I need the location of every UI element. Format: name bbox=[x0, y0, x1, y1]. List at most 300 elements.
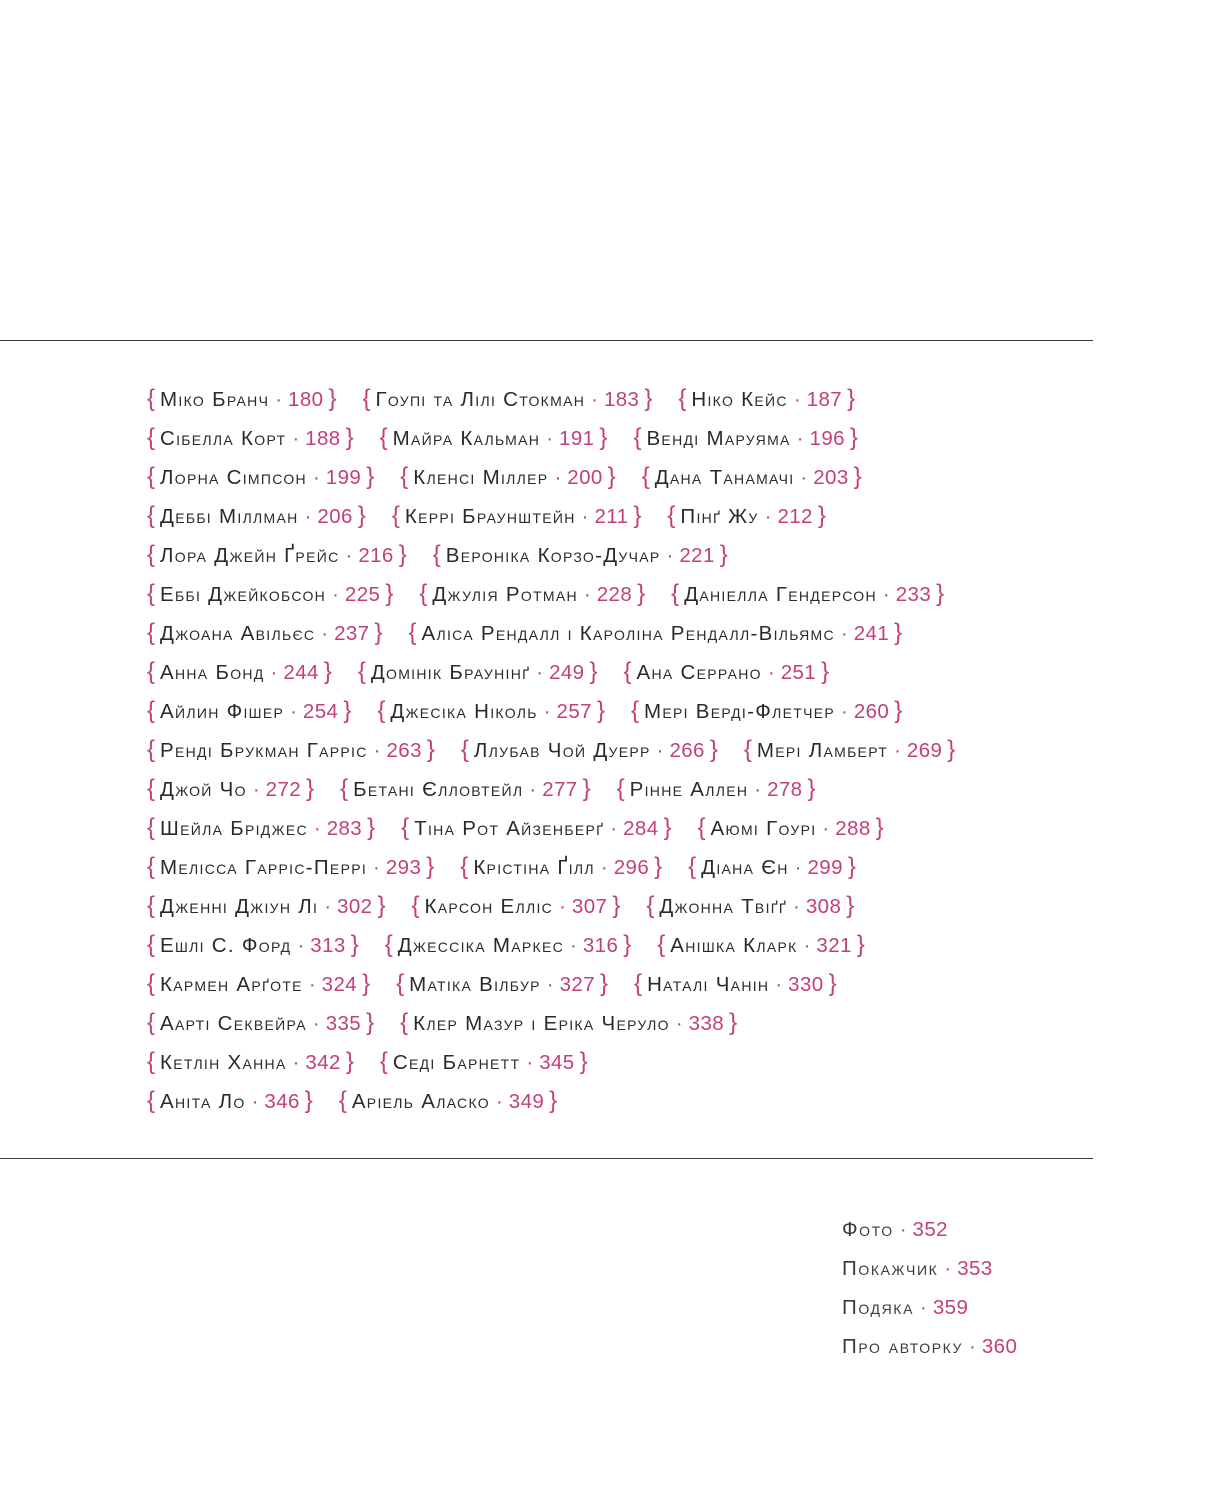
page-number: 188 bbox=[305, 426, 341, 450]
separator-dot: · bbox=[800, 465, 808, 489]
open-brace: { bbox=[400, 1008, 409, 1036]
close-brace: } bbox=[719, 540, 728, 568]
page-number: 225 bbox=[344, 582, 381, 606]
page-number: 272 bbox=[265, 777, 302, 801]
page-number: 254 bbox=[302, 699, 339, 723]
entry-name: Еббі Джейкобсон bbox=[160, 582, 327, 606]
separator-dot: · bbox=[764, 504, 772, 528]
separator-dot: · bbox=[297, 933, 305, 957]
toc-row bbox=[147, 964, 1102, 1003]
toc-entry[interactable] bbox=[147, 580, 393, 608]
close-brace: } bbox=[807, 774, 816, 802]
close-brace: } bbox=[654, 852, 663, 880]
entry-name: Венді Маруяма bbox=[646, 426, 791, 450]
entry-name: Лора Джейн Ґрейс bbox=[160, 543, 340, 567]
toc-entry[interactable] bbox=[460, 853, 662, 881]
toc-entry[interactable] bbox=[147, 697, 351, 725]
close-brace: } bbox=[582, 774, 591, 802]
separator-dot: · bbox=[600, 855, 608, 879]
open-brace: { bbox=[634, 969, 643, 997]
entry-name: Аніта Ло bbox=[160, 1089, 246, 1113]
toc-entry[interactable] bbox=[147, 892, 385, 920]
separator-dot: · bbox=[292, 426, 300, 450]
close-brace: } bbox=[579, 1047, 588, 1075]
toc-entry[interactable] bbox=[646, 892, 854, 920]
toc-entry[interactable] bbox=[392, 502, 642, 530]
separator-dot: · bbox=[373, 855, 380, 879]
open-brace: { bbox=[338, 1086, 347, 1114]
toc-entry[interactable] bbox=[411, 892, 620, 920]
open-brace: { bbox=[147, 657, 156, 685]
separator-dot: · bbox=[894, 738, 901, 762]
backmatter-name: Про авторку bbox=[842, 1334, 964, 1358]
close-brace: } bbox=[709, 735, 718, 763]
toc-entry[interactable] bbox=[744, 736, 955, 764]
toc-entry[interactable] bbox=[147, 814, 375, 842]
page-number: 183 bbox=[603, 387, 640, 411]
close-brace: } bbox=[398, 540, 407, 568]
open-brace: { bbox=[630, 696, 639, 724]
open-brace: { bbox=[391, 501, 400, 529]
toc-entry[interactable] bbox=[688, 853, 856, 881]
backmatter-item[interactable] bbox=[842, 1249, 1017, 1288]
separator-dot: · bbox=[675, 1011, 683, 1035]
separator-dot: · bbox=[332, 582, 339, 606]
page-number: 349 bbox=[508, 1089, 545, 1113]
backmatter-name: Подяка bbox=[842, 1295, 915, 1319]
open-brace: { bbox=[419, 579, 428, 607]
page-number: 233 bbox=[895, 582, 932, 606]
backmatter-name: Покажчик bbox=[842, 1256, 939, 1280]
open-brace: { bbox=[147, 540, 156, 568]
entry-name: Аарті Секвейра bbox=[160, 1011, 307, 1035]
open-brace: { bbox=[460, 852, 469, 880]
close-brace: } bbox=[894, 618, 903, 646]
close-brace: } bbox=[426, 852, 435, 880]
close-brace: } bbox=[306, 774, 315, 802]
close-brace: } bbox=[612, 891, 621, 919]
separator-dot: · bbox=[321, 621, 329, 645]
separator-dot: · bbox=[252, 777, 260, 801]
open-brace: { bbox=[362, 384, 371, 412]
separator-dot: · bbox=[324, 894, 332, 918]
separator-dot: · bbox=[529, 777, 537, 801]
page-number: 180 bbox=[288, 387, 324, 411]
toc-entry[interactable] bbox=[400, 463, 615, 491]
toc-entry[interactable] bbox=[147, 1087, 313, 1115]
entry-name: Ана Серрано bbox=[636, 660, 762, 684]
toc-entry[interactable] bbox=[380, 424, 608, 452]
close-brace: } bbox=[894, 696, 903, 724]
page-number: 283 bbox=[326, 816, 363, 840]
close-brace: } bbox=[846, 891, 855, 919]
separator-dot: · bbox=[583, 582, 591, 606]
toc-entry[interactable] bbox=[340, 775, 591, 803]
page-number: 200 bbox=[567, 465, 603, 489]
close-brace: } bbox=[357, 501, 366, 529]
separator-dot: · bbox=[656, 738, 664, 762]
close-brace: } bbox=[623, 930, 632, 958]
backmatter-item[interactable] bbox=[842, 1210, 1017, 1249]
toc-row bbox=[147, 535, 1102, 574]
page-number: 221 bbox=[679, 543, 715, 567]
close-brace: } bbox=[366, 1008, 375, 1036]
toc-entry[interactable] bbox=[147, 541, 407, 569]
toc-entry[interactable] bbox=[634, 970, 837, 998]
toc-entry[interactable] bbox=[657, 931, 865, 959]
separator-dot: · bbox=[754, 777, 762, 801]
page-number: 338 bbox=[688, 1011, 725, 1035]
close-brace: } bbox=[817, 501, 826, 529]
open-brace: { bbox=[688, 852, 697, 880]
page-number: 293 bbox=[385, 855, 422, 879]
entry-name: Тіна Рот Айзенберґ bbox=[414, 816, 605, 840]
open-brace: { bbox=[147, 774, 156, 802]
separator-dot: · bbox=[920, 1295, 927, 1319]
close-brace: } bbox=[596, 696, 605, 724]
close-brace: } bbox=[374, 618, 383, 646]
toc-entry[interactable] bbox=[339, 1087, 557, 1115]
open-brace: { bbox=[616, 774, 625, 802]
separator-dot: · bbox=[969, 1334, 976, 1358]
page-number: 299 bbox=[807, 855, 843, 879]
entry-name: Кетлін Ханна bbox=[160, 1050, 287, 1074]
separator-dot: · bbox=[536, 660, 544, 684]
entry-name: Ніко Кейс bbox=[691, 387, 788, 411]
entry-name: Даніелла Гендерсон bbox=[684, 582, 877, 606]
entry-name: Міко Бранч bbox=[160, 387, 270, 411]
toc-entry[interactable] bbox=[667, 502, 825, 530]
separator-dot: · bbox=[559, 894, 566, 918]
open-brace: { bbox=[340, 774, 349, 802]
open-brace: { bbox=[147, 735, 156, 763]
toc-entry[interactable] bbox=[385, 931, 632, 959]
page-number: 359 bbox=[932, 1295, 969, 1319]
entry-name: Кленсі Міллер bbox=[413, 465, 549, 489]
entry-name: Наталі Чанін bbox=[647, 972, 770, 996]
entry-name: Клер Мазур і Еріка Черуло bbox=[413, 1011, 670, 1035]
open-brace: { bbox=[147, 891, 156, 919]
close-brace: } bbox=[821, 657, 830, 685]
toc-entry[interactable] bbox=[147, 775, 314, 803]
toc-row bbox=[147, 379, 1102, 418]
entry-name: Керрі Браунштейн bbox=[404, 504, 576, 528]
entry-name: Джонна Твіґґ bbox=[659, 894, 788, 918]
page-number: 308 bbox=[805, 894, 842, 918]
toc-row bbox=[147, 808, 1102, 847]
page-number: 211 bbox=[594, 504, 629, 528]
toc-row bbox=[147, 769, 1102, 808]
entry-name: Шейла Бріджес bbox=[160, 816, 308, 840]
page-number: 249 bbox=[549, 660, 585, 684]
separator-dot: · bbox=[304, 504, 312, 528]
open-brace: { bbox=[657, 930, 666, 958]
open-brace: { bbox=[633, 423, 642, 451]
entry-name: Діана Єн bbox=[701, 855, 789, 879]
open-brace: { bbox=[396, 969, 405, 997]
page-number: 187 bbox=[806, 387, 843, 411]
separator-dot: · bbox=[373, 738, 381, 762]
separator-dot: · bbox=[312, 1011, 320, 1035]
separator-dot: · bbox=[313, 816, 321, 840]
toc-row bbox=[147, 496, 1102, 535]
entry-name: Вероніка Корзо-Дучар bbox=[445, 543, 661, 567]
close-brace: } bbox=[385, 579, 394, 607]
separator-dot: · bbox=[840, 621, 848, 645]
toc-row bbox=[147, 574, 1102, 613]
open-brace: { bbox=[671, 579, 680, 607]
top-divider bbox=[0, 340, 1093, 341]
page-number: 241 bbox=[853, 621, 890, 645]
toc-entry[interactable] bbox=[461, 736, 718, 764]
entry-name: Аліса Рендалл і Кароліна Рендалл-Вільямс bbox=[421, 621, 835, 645]
toc-entry[interactable] bbox=[408, 619, 902, 647]
separator-dot: · bbox=[292, 1050, 300, 1074]
page-number: 284 bbox=[623, 816, 659, 840]
page-number: 216 bbox=[358, 543, 394, 567]
close-brace: } bbox=[345, 1047, 354, 1075]
entry-name: Домінік Браунінґ bbox=[370, 660, 531, 684]
backmatter-list bbox=[842, 1210, 1017, 1366]
close-brace: } bbox=[599, 423, 608, 451]
toc-entry[interactable] bbox=[147, 1009, 374, 1037]
open-brace: { bbox=[641, 462, 650, 490]
entry-name: Джесіка Ніколь bbox=[390, 699, 538, 723]
separator-dot: · bbox=[591, 387, 598, 411]
toc-entry[interactable] bbox=[400, 1009, 737, 1037]
toc-entry[interactable] bbox=[147, 424, 354, 452]
open-brace: { bbox=[379, 423, 388, 451]
table-of-contents bbox=[147, 379, 1102, 1120]
open-brace: { bbox=[377, 696, 386, 724]
page-number: 313 bbox=[310, 933, 346, 957]
toc-entry[interactable] bbox=[617, 775, 816, 803]
entry-name: Сібелла Корт bbox=[160, 426, 287, 450]
bottom-divider bbox=[0, 1158, 1093, 1159]
page-number: 251 bbox=[780, 660, 817, 684]
separator-dot: · bbox=[270, 660, 278, 684]
open-brace: { bbox=[147, 423, 156, 451]
close-brace: } bbox=[828, 969, 837, 997]
toc-entry[interactable] bbox=[147, 736, 435, 764]
entry-name: Ллубав Чой Дуерр bbox=[473, 738, 651, 762]
close-brace: } bbox=[350, 930, 359, 958]
separator-dot: · bbox=[290, 699, 297, 723]
open-brace: { bbox=[147, 462, 156, 490]
open-brace: { bbox=[147, 501, 156, 529]
page-number: 307 bbox=[571, 894, 608, 918]
close-brace: } bbox=[856, 930, 865, 958]
close-brace: } bbox=[426, 735, 435, 763]
toc-entry[interactable] bbox=[147, 970, 370, 998]
page-number: 342 bbox=[305, 1050, 341, 1074]
page-number: 191 bbox=[559, 426, 595, 450]
entry-name: Айлин Фішер bbox=[160, 699, 285, 723]
entry-name: Бетані Єлловтейл bbox=[353, 777, 524, 801]
page-number: 257 bbox=[556, 699, 592, 723]
entry-name: Джулія Ротман bbox=[432, 582, 578, 606]
open-brace: { bbox=[379, 1047, 388, 1075]
entry-name: Мелісса Гарріс-Перрі bbox=[160, 855, 368, 879]
entry-name: Аюмі Гоурі bbox=[710, 816, 817, 840]
close-brace: } bbox=[328, 384, 337, 412]
backmatter-name: Фото bbox=[842, 1217, 894, 1241]
open-brace: { bbox=[411, 891, 420, 919]
toc-entry[interactable] bbox=[624, 658, 830, 686]
page-number: 346 bbox=[264, 1089, 300, 1113]
toc-entry[interactable] bbox=[380, 1048, 588, 1076]
open-brace: { bbox=[147, 813, 156, 841]
backmatter-item[interactable] bbox=[842, 1327, 1017, 1366]
separator-dot: · bbox=[546, 972, 554, 996]
page-number: 260 bbox=[853, 699, 890, 723]
page-number: 244 bbox=[283, 660, 319, 684]
close-brace: } bbox=[589, 657, 598, 685]
separator-dot: · bbox=[554, 465, 562, 489]
entry-name: Джессіка Маркес bbox=[397, 933, 565, 957]
separator-dot: · bbox=[526, 1050, 534, 1074]
toc-entry[interactable] bbox=[358, 658, 598, 686]
close-brace: } bbox=[343, 696, 352, 724]
page-number: 212 bbox=[777, 504, 813, 528]
toc-entry[interactable] bbox=[147, 658, 332, 686]
toc-row bbox=[147, 1081, 1102, 1120]
close-brace: } bbox=[600, 969, 609, 997]
entry-name: Лорна Сімпсон bbox=[160, 465, 307, 489]
toc-entry[interactable] bbox=[698, 814, 884, 842]
page-number: 266 bbox=[669, 738, 705, 762]
separator-dot: · bbox=[794, 855, 802, 879]
open-brace: { bbox=[623, 657, 632, 685]
toc-entry[interactable] bbox=[433, 541, 728, 569]
entry-name: Карсон Елліс bbox=[424, 894, 554, 918]
close-brace: } bbox=[847, 852, 856, 880]
toc-entry[interactable] bbox=[362, 385, 652, 413]
open-brace: { bbox=[357, 657, 366, 685]
toc-entry[interactable] bbox=[147, 619, 382, 647]
toc-entry[interactable] bbox=[642, 463, 862, 491]
entry-name: Ренді Брукман Гарріс bbox=[160, 738, 368, 762]
toc-row bbox=[147, 691, 1102, 730]
toc-entry[interactable] bbox=[147, 502, 366, 530]
toc-entry[interactable] bbox=[377, 697, 605, 725]
entry-name: Крістіна Ґілл bbox=[473, 855, 595, 879]
separator-dot: · bbox=[308, 972, 316, 996]
page-number: 228 bbox=[596, 582, 633, 606]
page-number: 237 bbox=[334, 621, 370, 645]
separator-dot: · bbox=[666, 543, 674, 567]
toc-entry[interactable] bbox=[419, 580, 645, 608]
entry-name: Анна Бонд bbox=[160, 660, 265, 684]
separator-dot: · bbox=[899, 1217, 907, 1241]
separator-dot: · bbox=[775, 972, 783, 996]
close-brace: } bbox=[936, 579, 945, 607]
open-brace: { bbox=[147, 696, 156, 724]
toc-entry[interactable] bbox=[671, 580, 944, 608]
backmatter-item[interactable] bbox=[842, 1288, 1017, 1327]
toc-entry[interactable] bbox=[147, 931, 359, 959]
page-number: 321 bbox=[816, 933, 852, 957]
separator-dot: · bbox=[345, 543, 353, 567]
page-number: 330 bbox=[788, 972, 824, 996]
toc-row bbox=[147, 613, 1102, 652]
separator-dot: · bbox=[610, 816, 618, 840]
separator-dot: · bbox=[822, 816, 830, 840]
separator-dot: · bbox=[275, 387, 283, 411]
open-brace: { bbox=[384, 930, 393, 958]
separator-dot: · bbox=[767, 660, 775, 684]
entry-name: Гоупі та Лілі Стокман bbox=[375, 387, 586, 411]
close-brace: } bbox=[377, 891, 386, 919]
toc-entry[interactable] bbox=[147, 853, 434, 881]
toc-entry[interactable] bbox=[147, 385, 336, 413]
toc-entry[interactable] bbox=[147, 463, 374, 491]
toc-entry[interactable] bbox=[631, 697, 902, 725]
entry-name: Дженні Джіун Лі bbox=[160, 894, 319, 918]
close-brace: } bbox=[849, 423, 858, 451]
toc-entry[interactable] bbox=[396, 970, 608, 998]
entry-name: Матіка Вілбур bbox=[409, 972, 541, 996]
separator-dot: · bbox=[944, 1256, 952, 1280]
page-number: 335 bbox=[325, 1011, 362, 1035]
toc-row bbox=[147, 847, 1102, 886]
toc-entry[interactable] bbox=[401, 814, 671, 842]
close-brace: } bbox=[853, 462, 862, 490]
open-brace: { bbox=[697, 813, 706, 841]
open-brace: { bbox=[147, 969, 156, 997]
page-number: 196 bbox=[809, 426, 845, 450]
open-brace: { bbox=[400, 462, 409, 490]
separator-dot: · bbox=[546, 426, 554, 450]
entry-name: Кармен Арґоте bbox=[160, 972, 303, 996]
close-brace: } bbox=[633, 501, 642, 529]
entry-name: Мері Верді-Флетчер bbox=[643, 699, 835, 723]
close-brace: } bbox=[947, 735, 956, 763]
open-brace: { bbox=[460, 735, 469, 763]
entry-name: Мері Ламберт bbox=[756, 738, 889, 762]
entry-name: Майра Кальман bbox=[392, 426, 541, 450]
separator-dot: · bbox=[570, 933, 577, 957]
page-number: 360 bbox=[981, 1334, 1018, 1358]
open-brace: { bbox=[408, 618, 417, 646]
toc-entry[interactable] bbox=[147, 1048, 354, 1076]
close-brace: } bbox=[304, 1086, 313, 1114]
close-brace: } bbox=[644, 384, 653, 412]
page-number: 345 bbox=[539, 1050, 575, 1074]
page-number: 206 bbox=[317, 504, 353, 528]
separator-dot: · bbox=[793, 387, 801, 411]
page-number: 278 bbox=[767, 777, 803, 801]
close-brace: } bbox=[367, 813, 376, 841]
toc-entry[interactable] bbox=[633, 424, 858, 452]
page-number: 199 bbox=[325, 465, 362, 489]
open-brace: { bbox=[646, 891, 655, 919]
open-brace: { bbox=[743, 735, 752, 763]
toc-entry[interactable] bbox=[678, 385, 855, 413]
close-brace: } bbox=[729, 1008, 738, 1036]
open-brace: { bbox=[147, 852, 156, 880]
page-number: 353 bbox=[957, 1256, 993, 1280]
separator-dot: · bbox=[581, 504, 589, 528]
separator-dot: · bbox=[803, 933, 811, 957]
entry-name: Анішка Кларк bbox=[670, 933, 798, 957]
separator-dot: · bbox=[793, 894, 800, 918]
entry-name: Джоана Авільєс bbox=[160, 621, 316, 645]
separator-dot: · bbox=[495, 1089, 503, 1113]
page-number: 316 bbox=[582, 933, 619, 957]
toc-row bbox=[147, 1003, 1102, 1042]
open-brace: { bbox=[432, 540, 441, 568]
